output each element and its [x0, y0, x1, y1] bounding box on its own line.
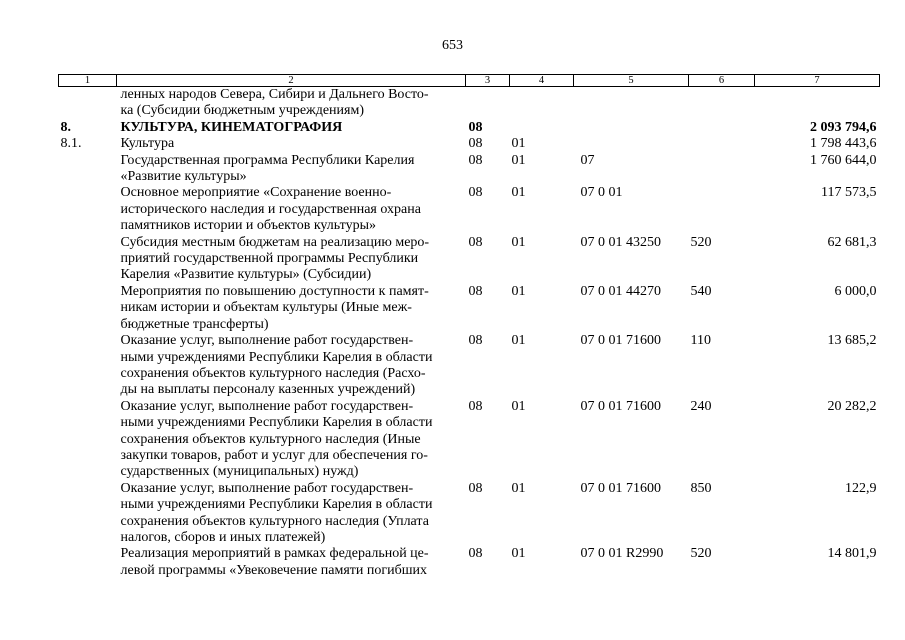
description-line: сохранения объектов культурного наследия (Уплата	[120, 513, 429, 529]
section-code: 08	[468, 333, 483, 349]
section-code	[466, 87, 510, 120]
row-number	[59, 546, 117, 579]
description-line: исторического наследия и государственная охрана	[120, 201, 421, 217]
amount: 122,9	[845, 480, 877, 496]
description-line: налогов, сборов и иных платежей)	[120, 529, 326, 545]
description-line: Оказание услуг, выполнение работ государствен-	[120, 398, 414, 414]
amount: 117 573,5	[821, 185, 877, 201]
row-number: 8.1.	[60, 136, 82, 152]
description-line: ными учреждениями Республики Карелия в области	[120, 349, 433, 365]
subsection-code: 01	[511, 283, 526, 299]
row-number	[59, 333, 117, 399]
description-line: Государственная программа Республики Карелия	[120, 152, 415, 168]
page-number: 653	[442, 38, 463, 53]
amount	[755, 87, 880, 120]
table-row	[59, 87, 880, 120]
description-line: Субсидия местным бюджетам на реализацию меро-	[120, 234, 430, 250]
row-description	[117, 136, 466, 152]
row-number	[59, 284, 117, 333]
header-col-7: 7	[755, 75, 880, 87]
table-row	[59, 284, 880, 333]
description-line: сохранения объектов культурного наследия (Иные	[120, 431, 421, 447]
subsection-code	[510, 87, 574, 120]
section-code: 08	[468, 398, 483, 414]
section-code: 08	[468, 283, 483, 299]
amount: 6 000,0	[834, 283, 877, 299]
section-code: 08	[468, 480, 483, 496]
description-line: Оказание услуг, выполнение работ государствен-	[120, 333, 414, 349]
target-article-code: 07 0 01 43250	[580, 234, 661, 250]
table-row	[59, 333, 880, 399]
row-description	[117, 481, 466, 547]
expense-type-code	[689, 136, 755, 152]
section-code: 08	[468, 234, 483, 250]
expense-type-code: 520	[690, 546, 712, 562]
amount: 2 093 794,6	[810, 119, 877, 135]
target-article-code: 07 0 01 71600	[580, 333, 661, 349]
table-row	[59, 546, 880, 579]
description-line: Культура	[120, 136, 175, 152]
column-number-header	[59, 75, 880, 87]
expense-type-code: 850	[690, 480, 712, 496]
row-number	[59, 87, 117, 120]
table-row	[59, 185, 880, 234]
target-article-code	[574, 136, 689, 152]
target-article-code	[574, 87, 689, 120]
expense-type-code	[689, 87, 755, 120]
table-row	[59, 481, 880, 547]
section-code: 08	[468, 136, 483, 152]
description-line: Основное мероприятие «Сохранение военно-	[120, 185, 392, 201]
target-article-code: 07 0 01 R2990	[580, 546, 664, 562]
description-line: ными учреждениями Республики Карелия в области	[120, 415, 433, 431]
expense-type-code	[689, 185, 755, 234]
expense-type-code	[689, 120, 755, 136]
amount: 1 760 644,0	[810, 152, 877, 168]
subsection-code: 01	[511, 480, 526, 496]
target-article-code: 07 0 01 44270	[580, 283, 661, 299]
section-code: 08	[468, 546, 483, 562]
section-code: 08	[468, 152, 483, 168]
amount: 62 681,3	[827, 234, 877, 250]
description-line: Оказание услуг, выполнение работ государствен-	[120, 480, 414, 496]
description-line: памятников истории и объектов культуры»	[120, 218, 376, 234]
row-description	[117, 235, 466, 284]
description-line: Реализация мероприятий в рамках федеральной це-	[120, 546, 429, 562]
row-description	[117, 333, 466, 399]
description-line: левой программы «Увековечение памяти погибших	[120, 562, 428, 578]
header-col-1: 1	[59, 75, 117, 87]
target-article-code: 07	[580, 152, 595, 168]
budget-table	[58, 74, 880, 579]
subsection-code: 01	[511, 398, 526, 414]
amount: 20 282,2	[827, 398, 877, 414]
description-line: бюджетные трансферты)	[120, 316, 269, 332]
header-col-5: 5	[574, 75, 689, 87]
row-description	[117, 153, 466, 186]
expense-type-code: 520	[690, 234, 712, 250]
subsection-code: 01	[511, 185, 526, 201]
amount: 13 685,2	[827, 333, 877, 349]
row-description	[117, 284, 466, 333]
description-line: ка (Субсидии бюджетным учреждениям)	[120, 103, 364, 119]
description-line: ды на выплаты персоналу казенных учреждений)	[120, 382, 416, 398]
subsection-code: 01	[511, 136, 526, 152]
target-article-code: 07 0 01 71600	[580, 480, 661, 496]
expense-type-code: 540	[690, 283, 712, 299]
expense-type-code: 110	[690, 333, 711, 349]
description-line: ленных народов Севера, Сибири и Дальнего Восто-	[120, 87, 429, 102]
row-number	[59, 235, 117, 284]
header-col-6: 6	[689, 75, 755, 87]
expense-type-code: 240	[690, 398, 712, 414]
section-code: 08	[468, 185, 483, 201]
description-line: КУЛЬТУРА, КИНЕМАТОГРАФИЯ	[120, 119, 343, 135]
row-description	[117, 185, 466, 234]
table-row	[59, 153, 880, 186]
description-line: никам истории и объектам культуры (Иные меж-	[120, 300, 412, 316]
table-row	[59, 399, 880, 481]
description-line: закупки товаров, работ и услуг для обеспечения го-	[120, 447, 428, 463]
table-row	[59, 120, 880, 136]
header-col-2: 2	[117, 75, 466, 87]
subsection-code	[510, 120, 574, 136]
table-row	[59, 235, 880, 284]
row-description	[117, 546, 466, 579]
row-number	[59, 481, 117, 547]
row-description	[117, 87, 466, 120]
amount: 1 798 443,6	[810, 136, 877, 152]
description-line: приятий государственной программы Республики	[120, 251, 419, 267]
header-col-3: 3	[466, 75, 510, 87]
target-article-code: 07 0 01	[580, 185, 623, 201]
subsection-code: 01	[511, 234, 526, 250]
target-article-code: 07 0 01 71600	[580, 398, 661, 414]
description-line: «Развитие культуры»	[120, 169, 247, 185]
description-line: Карелия «Развитие культуры» (Субсидии)	[120, 267, 372, 283]
row-number	[59, 153, 117, 186]
row-description	[117, 120, 466, 136]
section-code: 08	[468, 119, 483, 135]
description-line: Мероприятия по повышению доступности к памят-	[120, 283, 429, 299]
description-line: сударственных (муниципальных) нужд)	[120, 464, 359, 480]
row-number	[59, 399, 117, 481]
description-line: ными учреждениями Республики Карелия в области	[120, 497, 433, 513]
row-number: 8.	[60, 119, 71, 135]
row-number	[59, 185, 117, 234]
row-description	[117, 399, 466, 481]
description-line: сохранения объектов культурного наследия (Расхо-	[120, 365, 426, 381]
subsection-code: 01	[511, 152, 526, 168]
header-col-4: 4	[510, 75, 574, 87]
table-body	[59, 87, 880, 580]
amount: 14 801,9	[827, 546, 877, 562]
expense-type-code	[689, 153, 755, 186]
subsection-code: 01	[511, 546, 526, 562]
subsection-code: 01	[511, 333, 526, 349]
target-article-code	[574, 120, 689, 136]
table-row	[59, 136, 880, 152]
